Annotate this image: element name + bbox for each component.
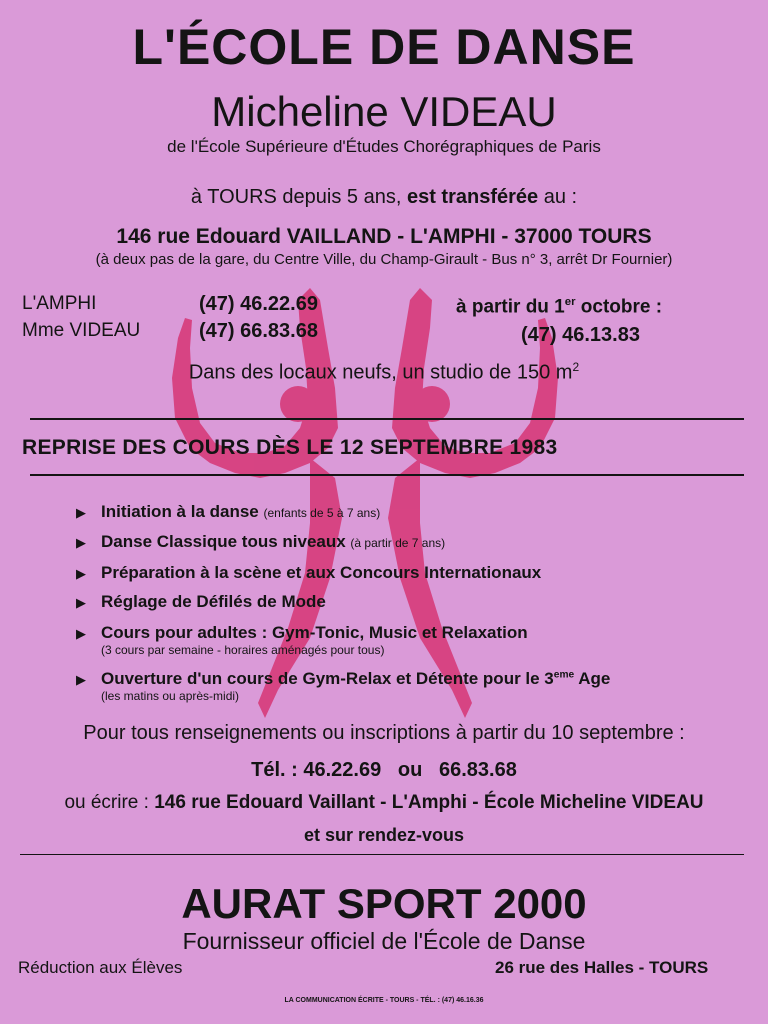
- printer-credit: LA COMMUNICATION ÉCRITE - TOURS - TÉL. : (47) 46.16.36: [284, 997, 484, 1004]
- sponsor-discount: Réduction aux Élèves: [18, 958, 183, 977]
- transfer-line: à TOURS depuis 5 ans, est transférée au :: [190, 186, 578, 208]
- course-item: Cours pour adultes : Gym-Tonic, Music et Relaxation: [101, 623, 528, 642]
- course-subnote: (3 cours par semaine - horaires aménagés pour tous): [101, 643, 385, 657]
- school-title: L'ÉCOLE DE DANSE: [132, 19, 636, 75]
- course-item: Danse Classique tous niveaux (à partir de 7 ans): [101, 532, 446, 551]
- from-october: à partir du 1er octobre :: [456, 296, 663, 318]
- course-item: Ouverture d'un cours de Gym-Relax et Détente pour le 3eme Age: [101, 669, 611, 688]
- right-dancer-head: [414, 386, 450, 422]
- videau-label: Mme VIDEAU: [22, 320, 141, 341]
- divider-sponsor: [20, 854, 744, 855]
- appointment-line: et sur rendez-vous: [303, 825, 465, 845]
- left-dancer-head: [280, 386, 316, 422]
- divider-bottom: [30, 474, 744, 476]
- sponsor-name: AURAT SPORT 2000: [181, 880, 587, 927]
- bullet-icon: ▶: [76, 535, 86, 550]
- telephone-line: Tél. : 46.22.69 ou 66.83.68: [251, 759, 517, 781]
- write-line: ou écrire : 146 rue Edouard Vaillant - L'Amphi - École Micheline VIDEAU: [64, 792, 704, 813]
- videau-phone: (47) 66.83.68: [199, 320, 318, 342]
- bullet-icon: ▶: [76, 672, 86, 687]
- amphi-label: L'AMPHI: [22, 293, 97, 314]
- bullet-icon: ▶: [76, 626, 86, 641]
- sponsor-address: 26 rue des Halles - TOURS: [495, 958, 709, 977]
- bullet-icon: ▶: [76, 566, 86, 581]
- school-subtitle: de l'École Supérieure d'Études Chorégraphiques de Paris: [167, 137, 601, 156]
- teacher-name: Micheline VIDEAU: [211, 88, 557, 135]
- info-line: Pour tous renseignements ou inscriptions à partir du 10 septembre :: [83, 722, 685, 744]
- new-phone: (47) 46.13.83: [521, 324, 640, 346]
- directions: (à deux pas de la gare, du Centre Ville, du Champ-Girault - Bus n° 3, arrêt Dr Fournier): [95, 251, 673, 268]
- course-item: Initiation à la danse (enfants de 5 à 7 ans): [101, 502, 381, 521]
- course-item: Réglage de Défilés de Mode: [101, 592, 326, 611]
- new-address: 146 rue Edouard VAILLAND - L'AMPHI - 37000 TOURS: [116, 225, 652, 248]
- bullet-icon: ▶: [76, 505, 86, 520]
- amphi-phone: (47) 46.22.69: [199, 293, 318, 315]
- divider-top: [30, 418, 744, 420]
- sponsor-tagline: Fournisseur officiel de l'École de Danse: [182, 928, 586, 954]
- course-item: Préparation à la scène et aux Concours Internationaux: [101, 563, 542, 582]
- studio-line: Dans des locaux neufs, un studio de 150 $m^2$: [188, 360, 580, 384]
- reprise-heading: REPRISE DES COURS DÈS LE 12 SEPTEMBRE 1983: [22, 436, 558, 459]
- course-subnote: (les matins ou après-midi): [101, 689, 240, 703]
- bullet-icon: ▶: [76, 595, 86, 610]
